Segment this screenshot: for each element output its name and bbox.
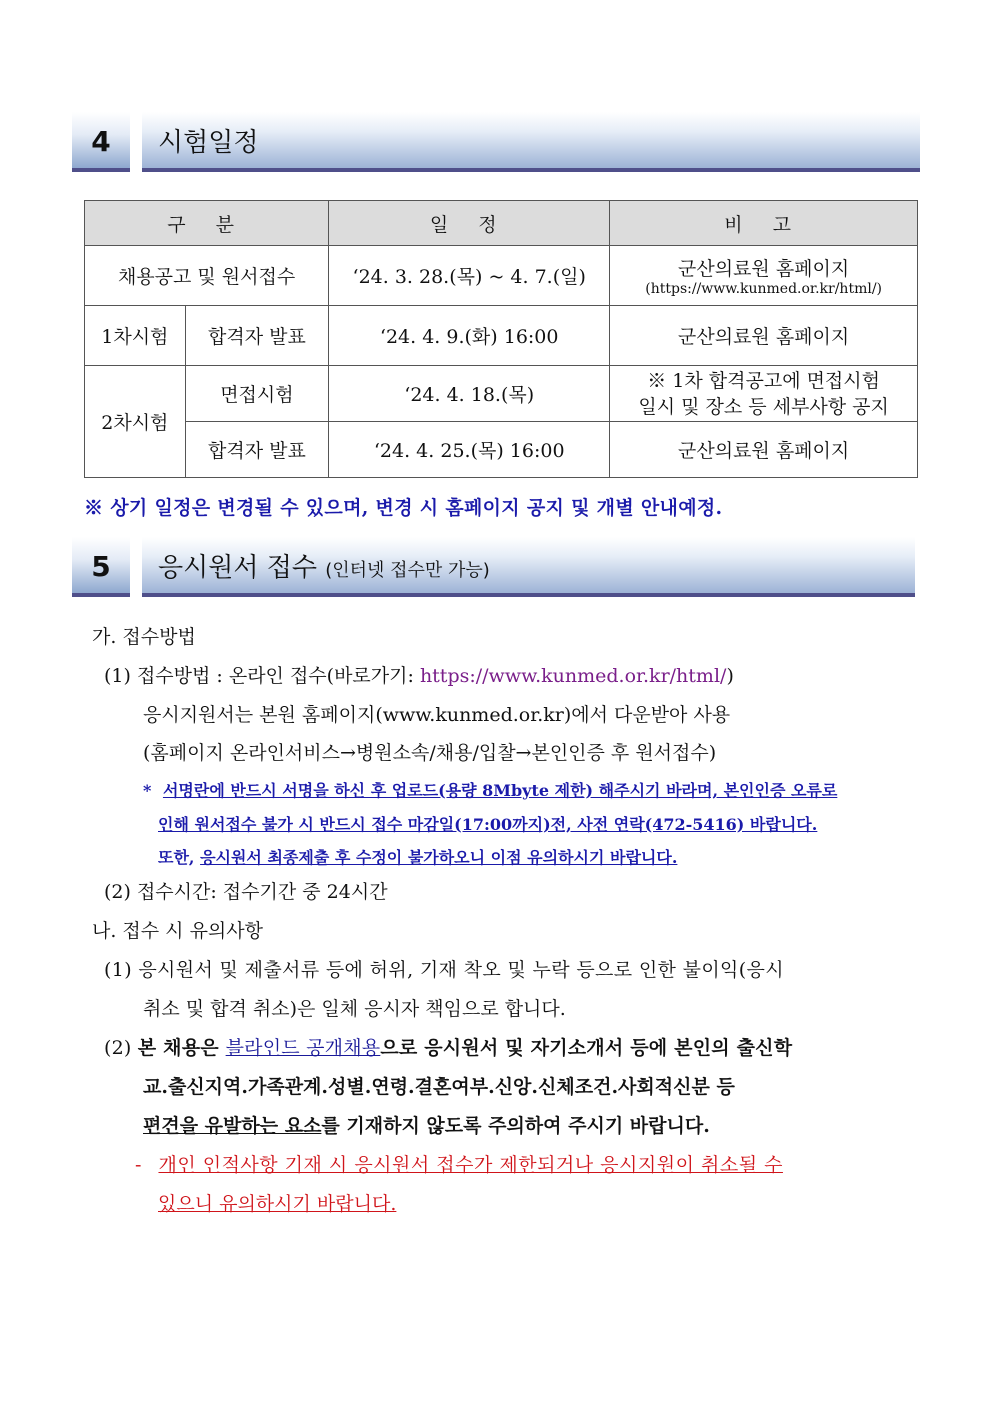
star-mark: *: [143, 781, 152, 800]
section-title-bar: [142, 537, 915, 597]
method-detail: 응시지원서는 본원 홈페이지(www.kunmed.or.kr)에서 다운받아 사용: [143, 704, 731, 726]
caution-2-red-line1: [135, 1150, 783, 1177]
method-path: (홈페이지 온라인서비스→병원소속/채용/입찰→본인인증 후 원서접수): [143, 742, 717, 764]
row-note: [610, 246, 918, 306]
section-5-header: [72, 537, 915, 597]
caution-2-prefix: (2): [104, 1037, 138, 1059]
caution-2-line3-rest: 를 기재하지 않도록 주의하여 주시기 바랍니다.: [321, 1115, 710, 1137]
bias-factors: 편견을 유발하는 요소: [143, 1115, 322, 1137]
row-date: ‘24. 4. 25.(목) 16:00: [329, 422, 610, 478]
row-subcategory: 합격자 발표: [185, 306, 329, 366]
note-warning: 응시원서 최종제출 후 수정이 불가하오니 이점 유의하시기 바랍니다.: [200, 848, 678, 867]
reception-time: (2) 접수시간: 접수기간 중 24시간: [104, 881, 388, 903]
row-subcategory: 합격자 발표: [185, 422, 329, 478]
upload-note-text: 서명란에 반드시 서명을 하신 후 업로드(용량 8Mbyte 제한) 해주시기 바라며, 본인인증 오류로: [162, 781, 838, 800]
section-title-bar: [142, 112, 920, 172]
blind-hiring-link[interactable]: 블라인드 공개채용: [225, 1037, 381, 1059]
table-row: [85, 246, 918, 306]
row-note: 군산의료원 홈페이지: [610, 422, 918, 478]
section-number: 4: [72, 112, 130, 172]
upload-note-line1: [143, 778, 837, 801]
row-category: 1차시험: [85, 306, 186, 366]
header-note: 비 고: [610, 201, 918, 246]
row-subcategory: 면접시험: [185, 366, 329, 422]
note-prefix: 또한,: [158, 848, 201, 867]
homepage-link[interactable]: https://www.kunmed.or.kr/html/: [419, 665, 727, 687]
section-number: 5: [72, 537, 130, 597]
row-date: ‘24. 3. 28.(목) ~ 4. 7.(일): [329, 246, 610, 306]
caution-1-line2: 취소 및 합격 취소)은 일체 응시자 책임으로 합니다.: [143, 998, 566, 1020]
upload-note-line2: 인해 원서접수 불가 시 반드시 접수 마감일(17:00까지)전, 사전 연락(472-5416) 바랍니다.: [158, 815, 818, 834]
table-row: [85, 306, 918, 366]
row-note: [610, 366, 918, 422]
row-category: 채용공고 및 원서접수: [85, 246, 329, 306]
table-row: [85, 422, 918, 478]
section-title: [158, 547, 490, 584]
section-title-main: 응시원서 접수: [158, 553, 317, 583]
method-prefix: (1) 접수방법 : 온라인 접수(바로가기:: [104, 665, 420, 687]
section-subtitle: (인터넷 접수만 가능): [325, 560, 490, 581]
section-title: 시험일정: [158, 128, 259, 158]
upload-note-line3: [158, 845, 677, 868]
caution-2-bold-rest: 으로 응시원서 및 자기소개서 등에 본인의 출신학: [380, 1037, 793, 1059]
method-line: [104, 661, 734, 688]
note-line: 일시 및 장소 등 세부사항 공지: [638, 395, 889, 418]
subsection-a-title: 가. 접수방법: [92, 626, 196, 648]
section-4-header: [72, 112, 920, 172]
dash-mark: -: [135, 1154, 142, 1176]
note-text: 군산의료원 홈페이지: [678, 258, 850, 280]
caution-2-line3: [143, 1111, 710, 1138]
schedule-table: [84, 200, 918, 478]
note-url: (https://www.kunmed.or.kr/html/): [645, 281, 883, 297]
caution-2-red-line2: 있으니 유의하시기 바랍니다.: [158, 1193, 397, 1215]
header-date: 일 정: [329, 201, 610, 246]
table-row: [85, 366, 918, 422]
caution-1-line1: (1) 응시원서 및 제출서류 등에 허위, 기재 착오 및 누락 등으로 인한 불이익(응시: [104, 959, 784, 981]
row-note: 군산의료원 홈페이지: [610, 306, 918, 366]
note-line: ※ 1차 합격공고에 면접시험: [647, 369, 880, 392]
subsection-b-title: 나. 접수 시 유의사항: [92, 920, 263, 942]
caution-2-line1: [104, 1033, 792, 1060]
row-category: 2차시험: [85, 366, 186, 478]
row-date: ‘24. 4. 9.(화) 16:00: [329, 306, 610, 366]
schedule-notice: ※ 상기 일정은 변경될 수 있으며, 변경 시 홈페이지 공지 및 개별 안내예정.: [84, 497, 723, 519]
header-category: 구 분: [85, 201, 329, 246]
red-warning: 개인 인적사항 기재 시 응시원서 접수가 제한되거나 응시지원이 취소될 수: [158, 1154, 783, 1176]
method-suffix: ): [726, 665, 734, 687]
caution-2-line2: 교.출신지역.가족관계.성별.연령.결혼여부.신앙.신체조건.사회적신분 등: [143, 1076, 735, 1098]
row-date: ‘24. 4. 18.(목): [329, 366, 610, 422]
caution-2-bold: 본 채용은: [137, 1037, 226, 1059]
